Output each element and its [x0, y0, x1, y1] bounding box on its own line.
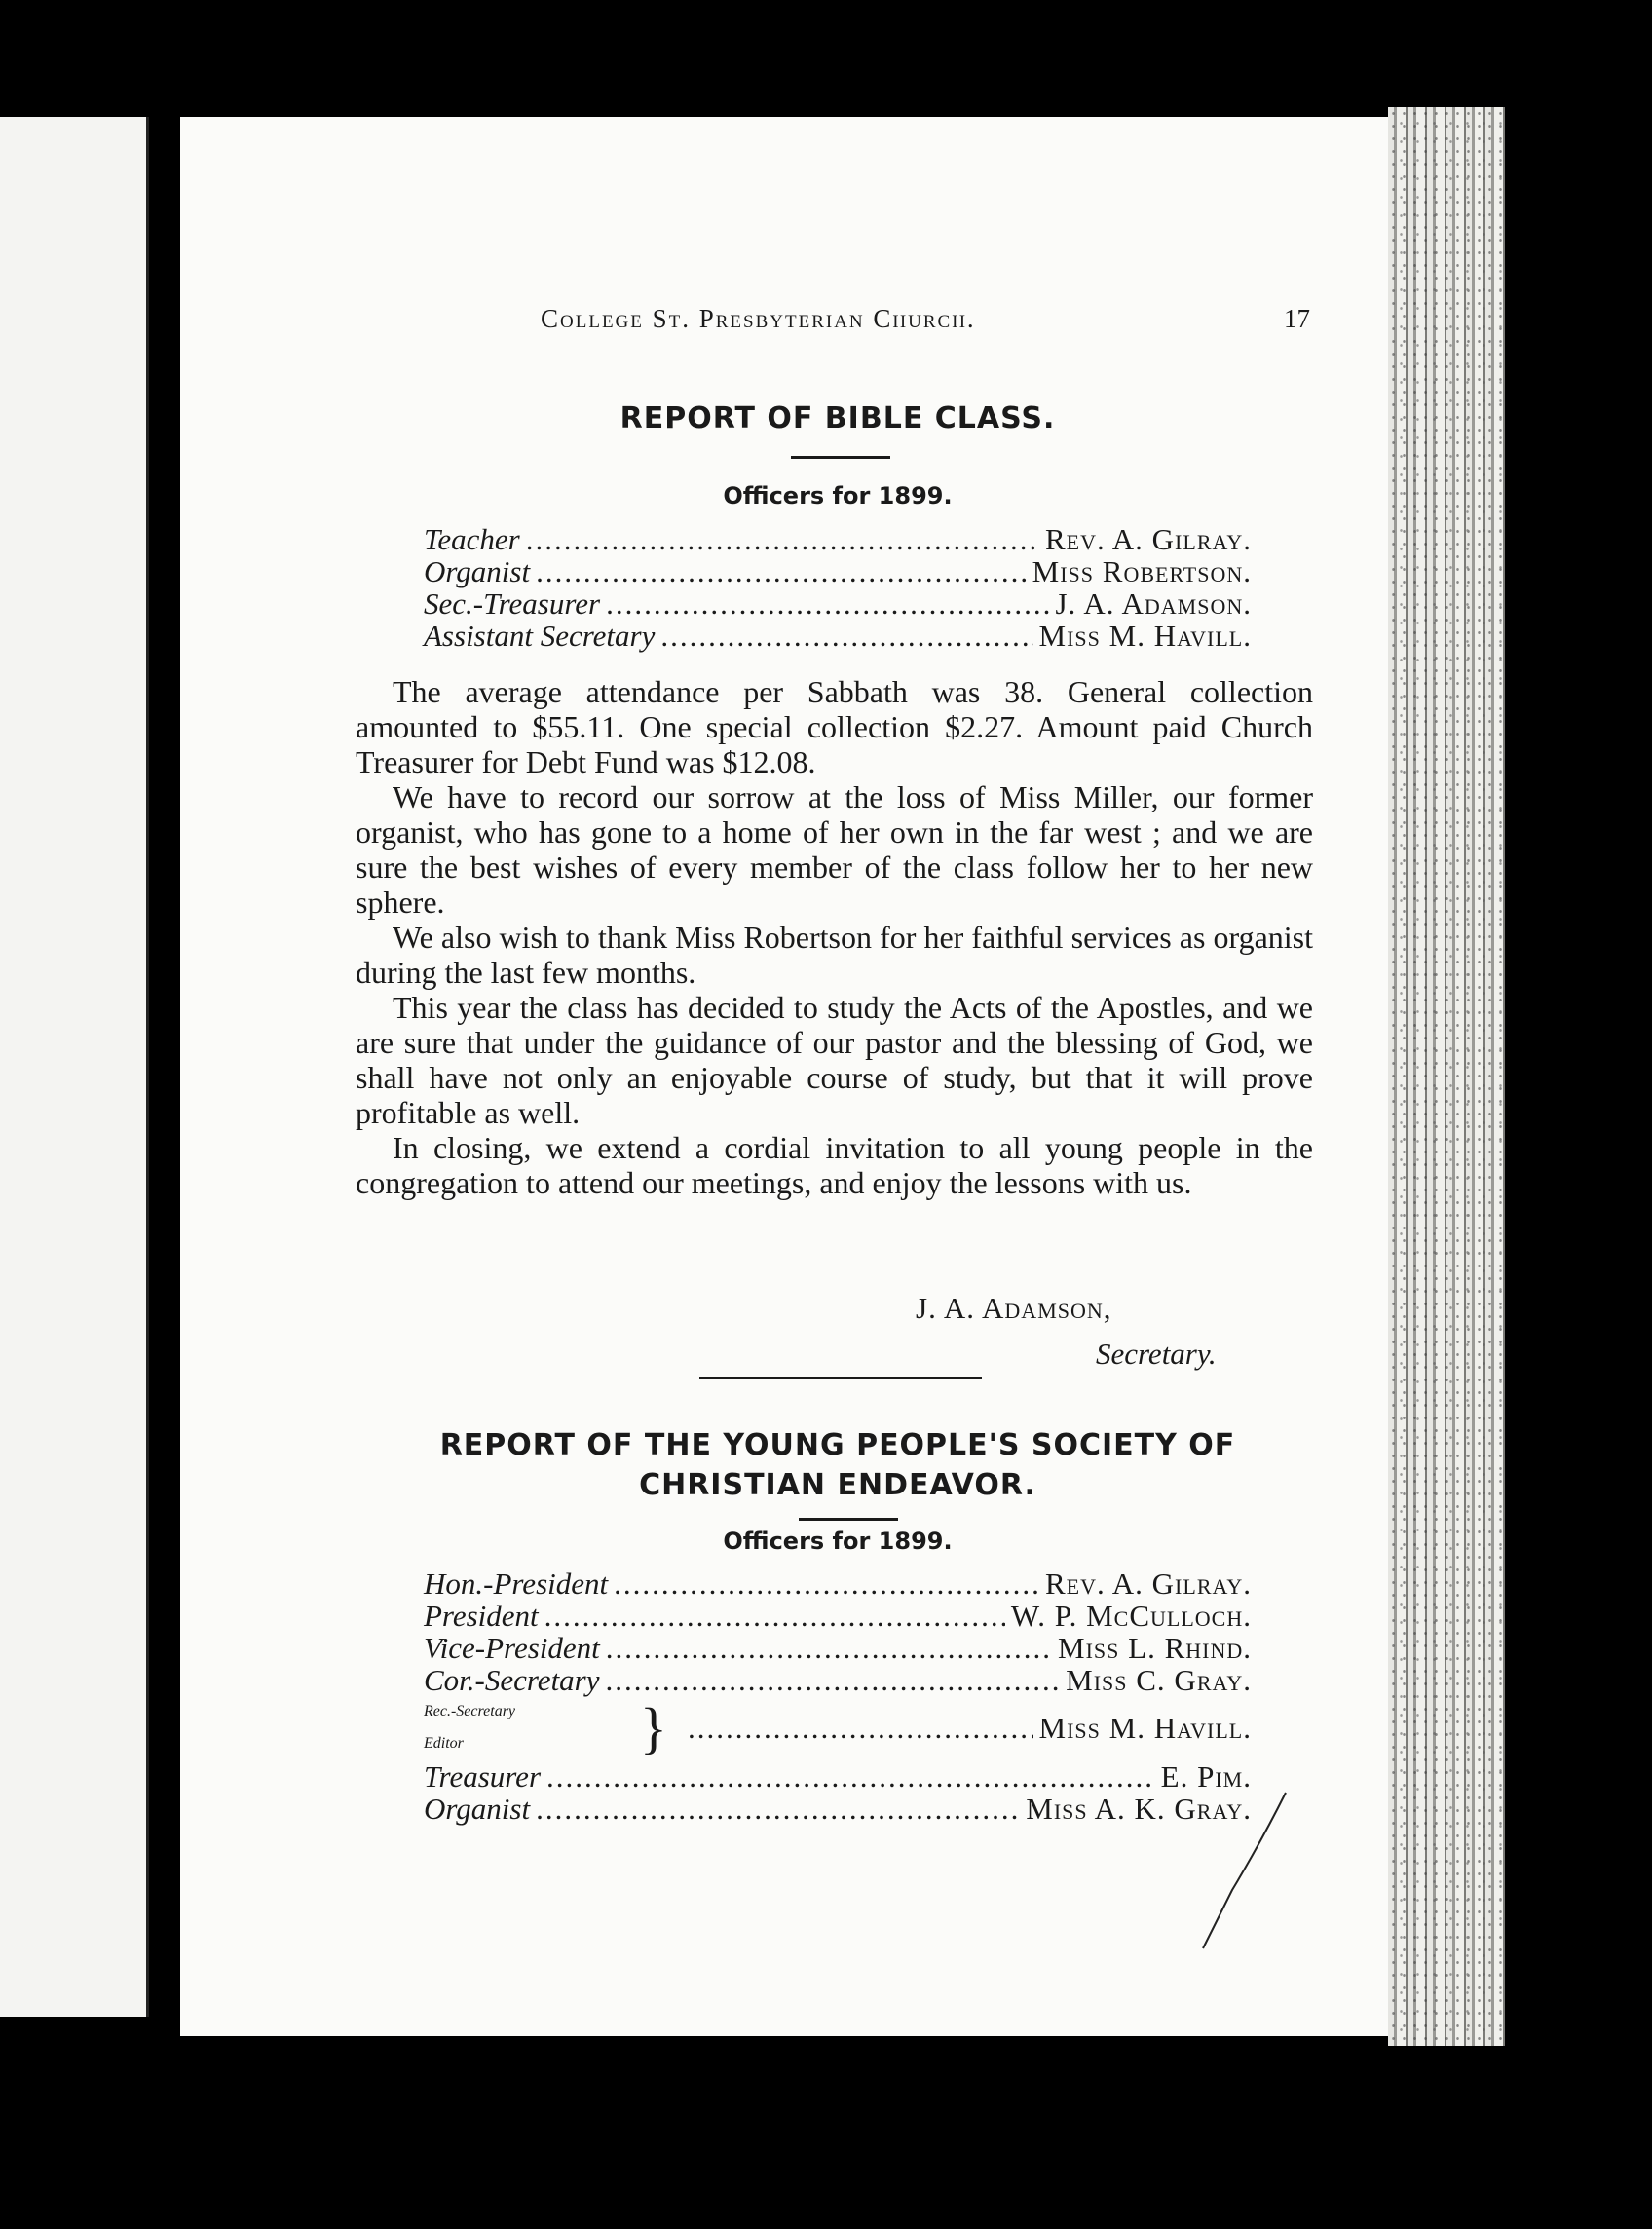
- officer-role: Cor.-Secretary: [424, 1663, 600, 1697]
- leader-dots: [660, 620, 1032, 652]
- leader-dots: [546, 1760, 1155, 1793]
- leader-dots: [614, 1568, 1039, 1600]
- leader-dots: [536, 555, 1027, 587]
- officer-row: [424, 1760, 1252, 1793]
- officer-row: [424, 1600, 1252, 1632]
- officer-name: Miss C. Gray.: [1066, 1663, 1252, 1697]
- officer-name: Rev. A. Gilray.: [1044, 522, 1252, 556]
- officer-role: Teacher: [424, 522, 520, 556]
- officer-role: Organist: [424, 554, 531, 588]
- endeavor-title-line1: REPORT OF THE YOUNG PEOPLE'S SOCIETY OF: [439, 1428, 1236, 1462]
- leader-dots: [536, 1793, 1020, 1825]
- officer-name: Miss Robertson.: [1032, 554, 1252, 588]
- report-paragraph: In closing, we extend a cordial invitation to all young people in the congregation to attend our meetings, and enjoy the lessons with us.: [356, 1130, 1313, 1200]
- report-paragraph: The average attendance per Sabbath was 38. General collection amounted to $55.11. One special collection $2.27. Amount paid Church Treasurer for Debt Fund was $12.08.: [356, 674, 1313, 779]
- officer-name: Miss L. Rhind.: [1058, 1631, 1252, 1665]
- officer-name: Rev. A. Gilray.: [1044, 1567, 1252, 1601]
- officer-row: [424, 1568, 1252, 1600]
- officer-name: J. A. Adamson.: [1055, 586, 1252, 621]
- report-paragraph: This year the class has decided to study the Acts of the Apostles, and we are sure that under the guidance of our pastor and the blessing of God, we shall have not only an enjoyable course of study, but that it will prove profitable as well.: [356, 990, 1313, 1130]
- officer-name: Miss A. K. Gray.: [1026, 1792, 1252, 1826]
- bible-class-officers-heading: Officers for 1899.: [723, 482, 953, 510]
- running-title: College St. Presbyterian Church.: [541, 304, 976, 333]
- officer-row: [424, 1793, 1252, 1825]
- officer-role: Rec.-Secretary: [424, 1703, 516, 1719]
- officer-role: Assistant Secretary: [424, 619, 656, 653]
- combined-officer-filler: [682, 1712, 1252, 1744]
- officer-name: E. Pim.: [1160, 1759, 1252, 1794]
- officer-row: [424, 620, 1252, 652]
- leader-dots: [526, 523, 1039, 555]
- facing-page-edge: [0, 117, 149, 2017]
- leader-dots: [544, 1600, 1005, 1632]
- leader-dots: [606, 1664, 1061, 1696]
- title-rule: [791, 456, 890, 459]
- leader-dots: [606, 587, 1049, 620]
- officer-row: [424, 587, 1252, 620]
- officer-name: W. P. McCulloch.: [1010, 1599, 1252, 1633]
- combined-officer-row: [424, 1696, 1252, 1760]
- endeavor-officers: [424, 1568, 1252, 1825]
- officer-row: [424, 523, 1252, 555]
- officer-role: Sec.-Treasurer: [424, 586, 601, 621]
- leader-dots: [606, 1632, 1052, 1664]
- title-rule: [799, 1518, 898, 1521]
- officer-name: Miss M. Havill.: [1038, 619, 1252, 653]
- book-fore-edge: [1388, 107, 1505, 2046]
- bible-class-title: REPORT OF BIBLE CLASS.: [620, 401, 1056, 435]
- officer-role: Hon.-President: [424, 1567, 609, 1601]
- officer-role: President: [424, 1599, 539, 1633]
- running-header: [541, 304, 1310, 334]
- officer-row: [424, 555, 1252, 587]
- officer-role: Treasurer: [424, 1759, 542, 1794]
- officer-row: [424, 1664, 1252, 1696]
- officer-name: Miss M. Havill.: [1038, 1711, 1252, 1745]
- bible-class-report-text: [356, 674, 1313, 1200]
- endeavor-officers-heading: Officers for 1899.: [723, 1528, 953, 1555]
- officer-role: Organist: [424, 1792, 531, 1826]
- officer-row: [424, 1632, 1252, 1664]
- officer-role: Vice-President: [424, 1631, 600, 1665]
- pen-stroke-mark: [1193, 1783, 1300, 1958]
- officer-role: Editor: [424, 1735, 464, 1752]
- signature-title: Secretary.: [1096, 1337, 1217, 1371]
- leader-dots: [688, 1712, 1033, 1744]
- brace-icon: }: [640, 1696, 667, 1759]
- bible-class-officers: [424, 523, 1252, 652]
- report-paragraph: We have to record our sorrow at the loss of Miss Miller, our former organist, who has gone to a home of her own in the far west ; and we are sure the best wishes of every member of the class follow her to her new sphere.: [356, 779, 1313, 920]
- section-divider: [699, 1377, 982, 1379]
- report-paragraph: We also wish to thank Miss Robertson for her faithful services as organist during the last few months.: [356, 920, 1313, 990]
- signature-name: J. A. Adamson,: [916, 1291, 1112, 1325]
- page-number: 17: [1284, 304, 1310, 333]
- endeavor-title-line2: CHRISTIAN ENDEAVOR.: [639, 1468, 1036, 1502]
